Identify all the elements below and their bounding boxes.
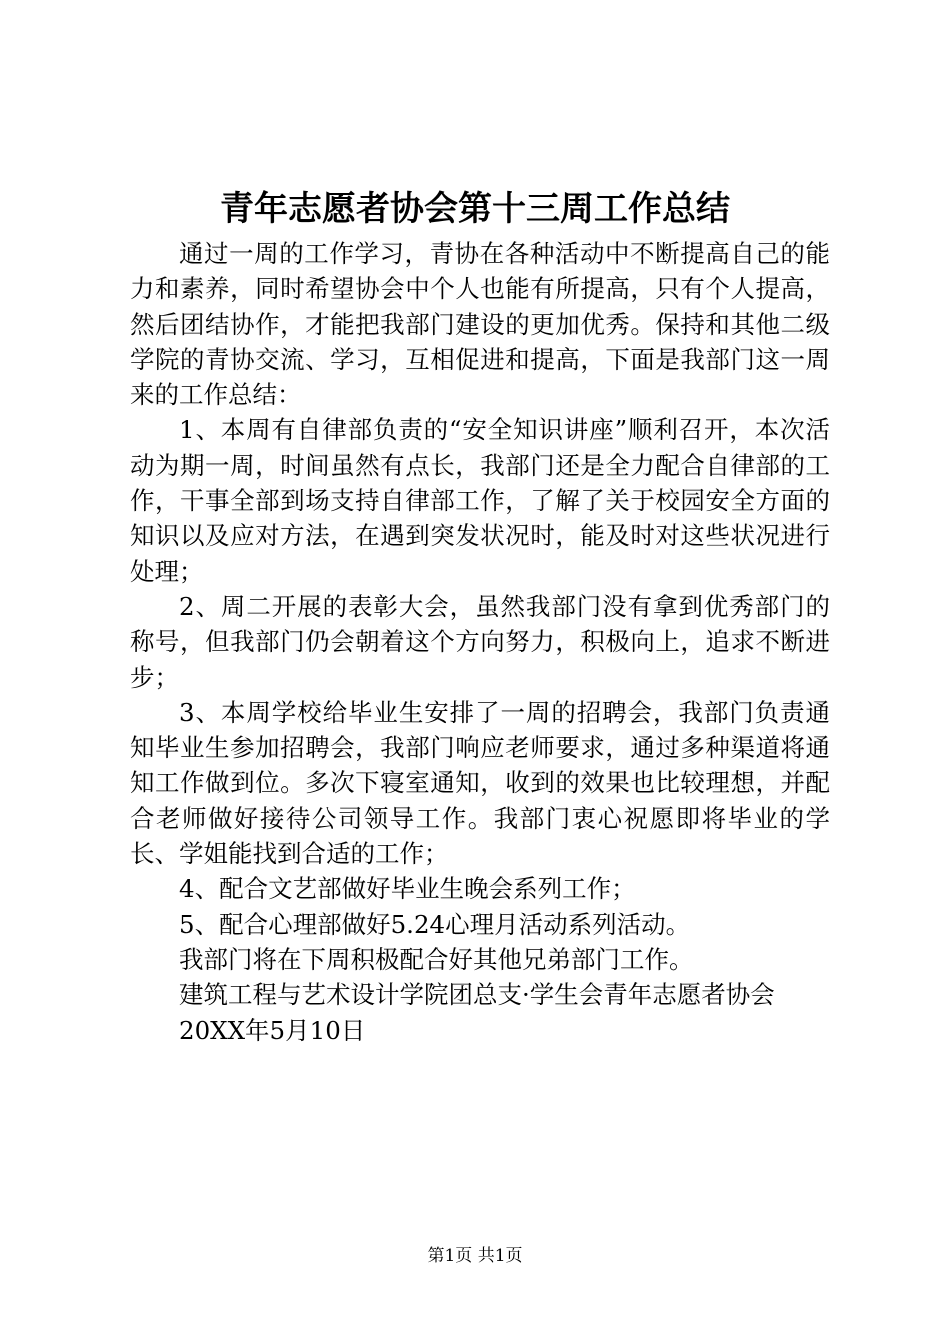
- paragraph-intro: 通过一周的工作学习，青协在各种活动中不断提高自己的能力和素养，同时希望协会中个人也能有所提高，只有个人提高，然后团结协作，才能把我部门建设的更加优秀。保持和其他二级学院的青协交流、学习，互相促进和提高，下面是我部门这一周来的工作总结：: [130, 239, 830, 410]
- line-item-4: 4、配合文艺部做好毕业生晚会系列工作；: [179, 874, 636, 904]
- signature-organization: 建筑工程与艺术设计学院团总支·学生会青年志愿者协会: [179, 980, 775, 1010]
- line-item-5: 5、配合心理部做好5.24心理月活动系列活动。: [179, 909, 691, 939]
- signature-date: 20XX年5月10日: [179, 1015, 366, 1045]
- page-number-footer: 第1页 共1页: [427, 1246, 523, 1266]
- closing-sentence: 我部门将在下周积极配合好其他兄弟部门工作。: [179, 944, 694, 974]
- paragraph-item-2: 2、周二开展的表彰大会，虽然我部门没有拿到优秀部门的称号，但我部门仍会朝着这个方向努力，积极向上，追求不断进步；: [130, 591, 830, 692]
- paragraph-item-1: 1、本周有自律部负责的“安全知识讲座”顺利召开，本次活动为期一周，时间虽然有点长，我部门还是全力配合自律部的工作，干事全部到场支持自律部工作，了解了关于校园安全方面的知识以及应对方法，在遇到突发状况时，能及时对这些状况进行处理；: [130, 415, 830, 586]
- document-body: [130, 236, 830, 1048]
- document-title: 青年志愿者协会第十三周工作总结: [220, 189, 730, 229]
- paragraph-item-3: 3、本周学校给毕业生安排了一周的招聘会，我部门负责通知毕业生参加招聘会，我部门响应老师要求，通过多种渠道将通知工作做到位。多次下寝室通知，收到的效果也比较理想，并配合老师做好接待公司领导工作。我部门衷心祝愿即将毕业的学长、学姐能找到合适的工作；: [130, 697, 830, 869]
